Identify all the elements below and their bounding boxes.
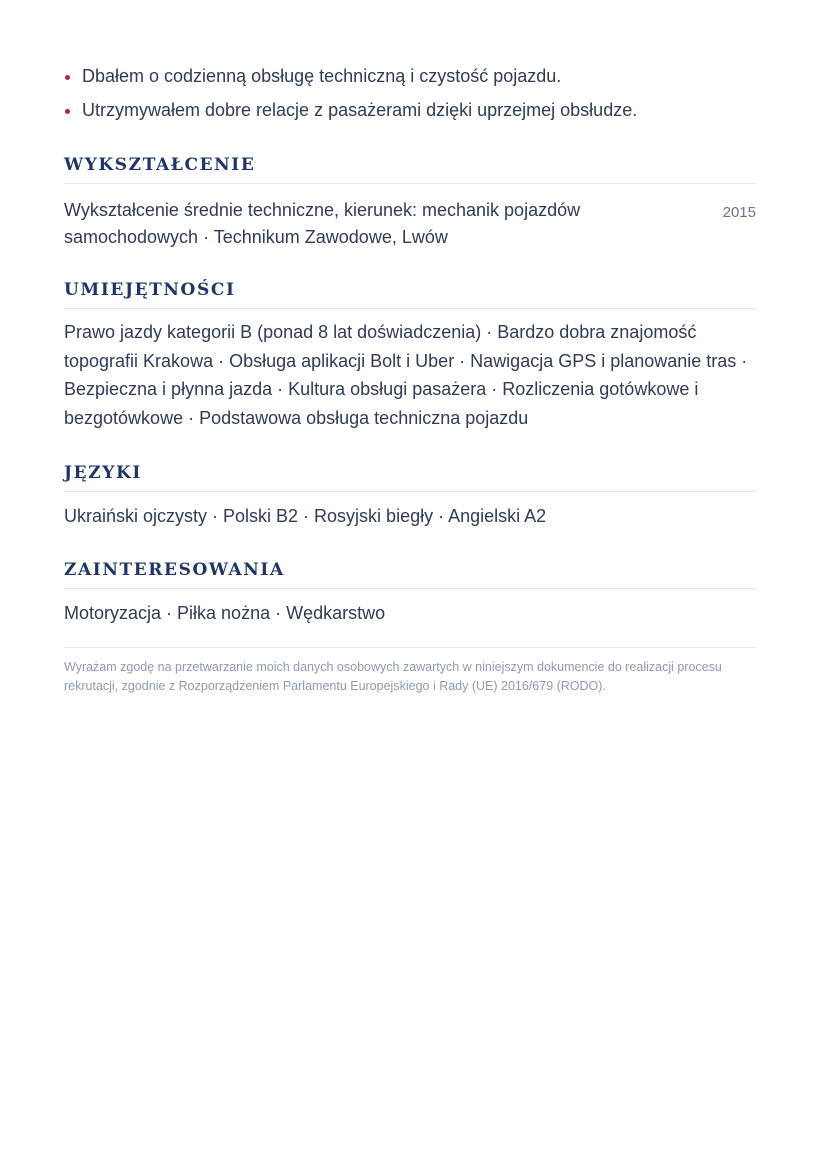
education-year: 2015: [722, 204, 756, 221]
education-description: [64, 197, 624, 251]
experience-bullet-list: [64, 64, 756, 122]
interests-text: Motoryzacja · Piłka nożna · Wędkarstwo: [64, 602, 386, 623]
education-line: samochodowych · Technikum Zawodowe, Lwów: [64, 227, 448, 247]
skills-section: [64, 280, 756, 432]
gdpr-consent-clause: [64, 647, 756, 696]
skills-line: bezgotówkowe · Podstawowa obsługa techniczna pojazdu: [64, 407, 529, 428]
skills-heading: UMIEJĘTNOŚCI: [64, 280, 756, 309]
skills-text: [64, 318, 756, 432]
skills-line: Bezpieczna i płynna jazda · Kultura obsługi pasażera · Rozliczenia gotówkowe i: [64, 379, 699, 399]
interests-section: [64, 560, 756, 628]
experience-bullet: Dbałem o codzienną obsługę techniczną i czystość pojazdu.: [64, 64, 756, 88]
skills-line: topografii Krakowa · Obsługa aplikacji Bolt i Uber · Nawigacja GPS i planowanie tras ·: [64, 350, 748, 371]
education-section: [64, 155, 756, 251]
skills-line: Prawo jazdy kategorii B (ponad 8 lat doświadczenia) · Bardzo dobra znajomość: [64, 322, 697, 342]
languages-text: Ukraiński ojczysty · Polski B2 · Rosyjski biegły · Angielski A2: [64, 506, 547, 526]
education-entry: [64, 197, 756, 251]
experience-bullet: Utrzymywałem dobre relacje z pasażerami dzięki uprzejmej obsłudze.: [64, 98, 756, 122]
education-line: Wykształcenie średnie techniczne, kierunek: mechanik pojazdów: [64, 200, 581, 220]
languages-heading: JĘZYKI: [64, 463, 756, 492]
cv-content: [64, 64, 756, 696]
consent-line: Wyrażam zgodę na przetwarzanie moich danych osobowych zawartych w niniejszym dokumencie do realizacji procesu: [64, 660, 722, 674]
interests-heading: ZAINTERESOWANIA: [64, 560, 756, 589]
languages-section: [64, 463, 756, 531]
consent-line: rekrutacji, zgodnie z Rozporządzeniem Parlamentu Europejskiego i Rady (UE) 2016/679 (RODO).: [64, 679, 606, 693]
education-heading: WYKSZTAŁCENIE: [64, 155, 756, 184]
